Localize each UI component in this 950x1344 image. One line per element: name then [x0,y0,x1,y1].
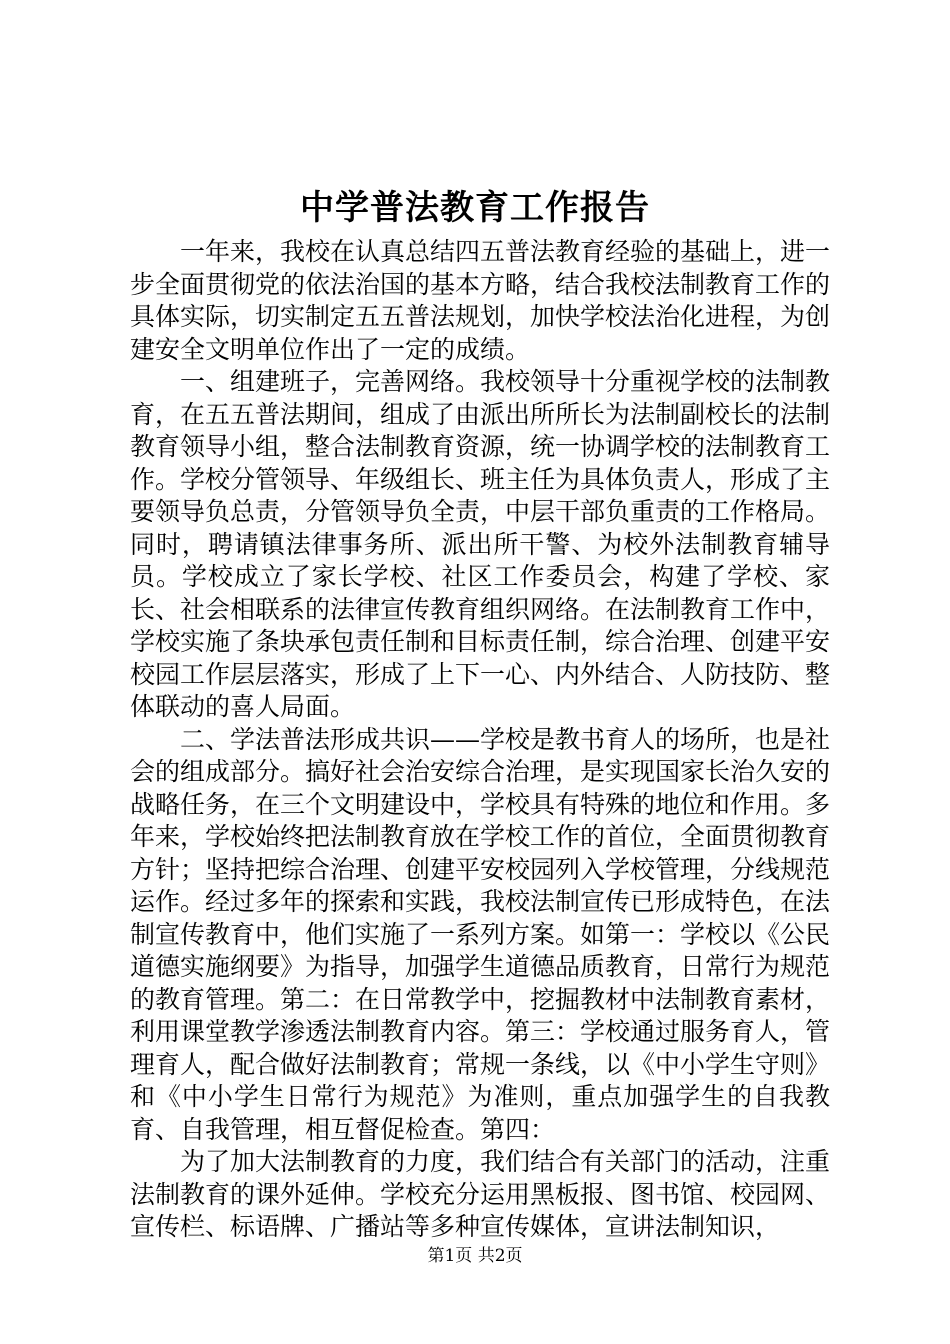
page-number-footer: 第1页 共2页 [427,1246,523,1266]
document-body [130,236,830,1244]
paragraph-section-one: 一、组建班子，完善网络。我校领导十分重视学校的法制教育，在五五普法期间，组成了由派出所所长为法制副校长的法制教育领导小组，整合法制教育资源，统一协调学校的法制教育工作。学校分管领导、年级组长、班主任为具体负责人，形成了主要领导负总责，分管领导负全责，中层干部负重责的工作格局。同时，聘请镇法律事务所、派出所干警、为校外法制教育辅导员。学校成立了家长学校、社区工作委员会，构建了学校、家长、社会相联系的法律宣传教育组织网络。在法制教育工作中，学校实施了条块承包责任制和目标责任制，综合治理、创建平安校园工作层层落实，形成了上下一心、内外结合、人防技防、整体联动的喜人局面。 [130,367,831,721]
paragraph-continuation: 为了加大法制教育的力度，我们结合有关部门的活动，注重法制教育的课外延伸。学校充分运用黑板报、图书馆、校园网、宣传栏、标语牌、广播站等多种宣传媒体，宣讲法制知识， [130,1147,831,1241]
paragraph-section-two: 二、学法普法形成共识——学校是教书育人的场所，也是社会的组成部分。搞好社会治安综合治理，是实现国家长治久安的战略任务，在三个文明建设中，学校具有特殊的地位和作用。多年来，学校始终把法制教育放在学校工作的首位，全面贯彻教育方针；坚持把综合治理、创建平安校园列入学校管理，分线规范运作。经过多年的探索和实践，我校法制宣传已形成特色，在法制宣传教育中，他们实施了一系列方案。如第一：学校以《公民道德实施纲要》为指导，加强学生道德品质教育，日常行为规范的教育管理。第二：在日常教学中，挖掘教材中法制教育素材，利用课堂教学渗透法制教育内容。第三：学校通过服务育人，管理育人，配合做好法制教育；常规一条线，以《中小学生守则》和《中小学生日常行为规范》为准则，重点加强学生的自我教育、自我管理，相互督促检查。第四： [130,724,831,1144]
paragraph-intro: 一年来，我校在认真总结四五普法教育经验的基础上，进一步全面贯彻党的依法治国的基本方略，结合我校法制教育工作的具体实际，切实制定五五普法规划，加快学校法治化进程，为创建安全文明单位作出了一定的成绩。 [130,237,831,364]
document-title: 中学普法教育工作报告 [300,188,650,228]
